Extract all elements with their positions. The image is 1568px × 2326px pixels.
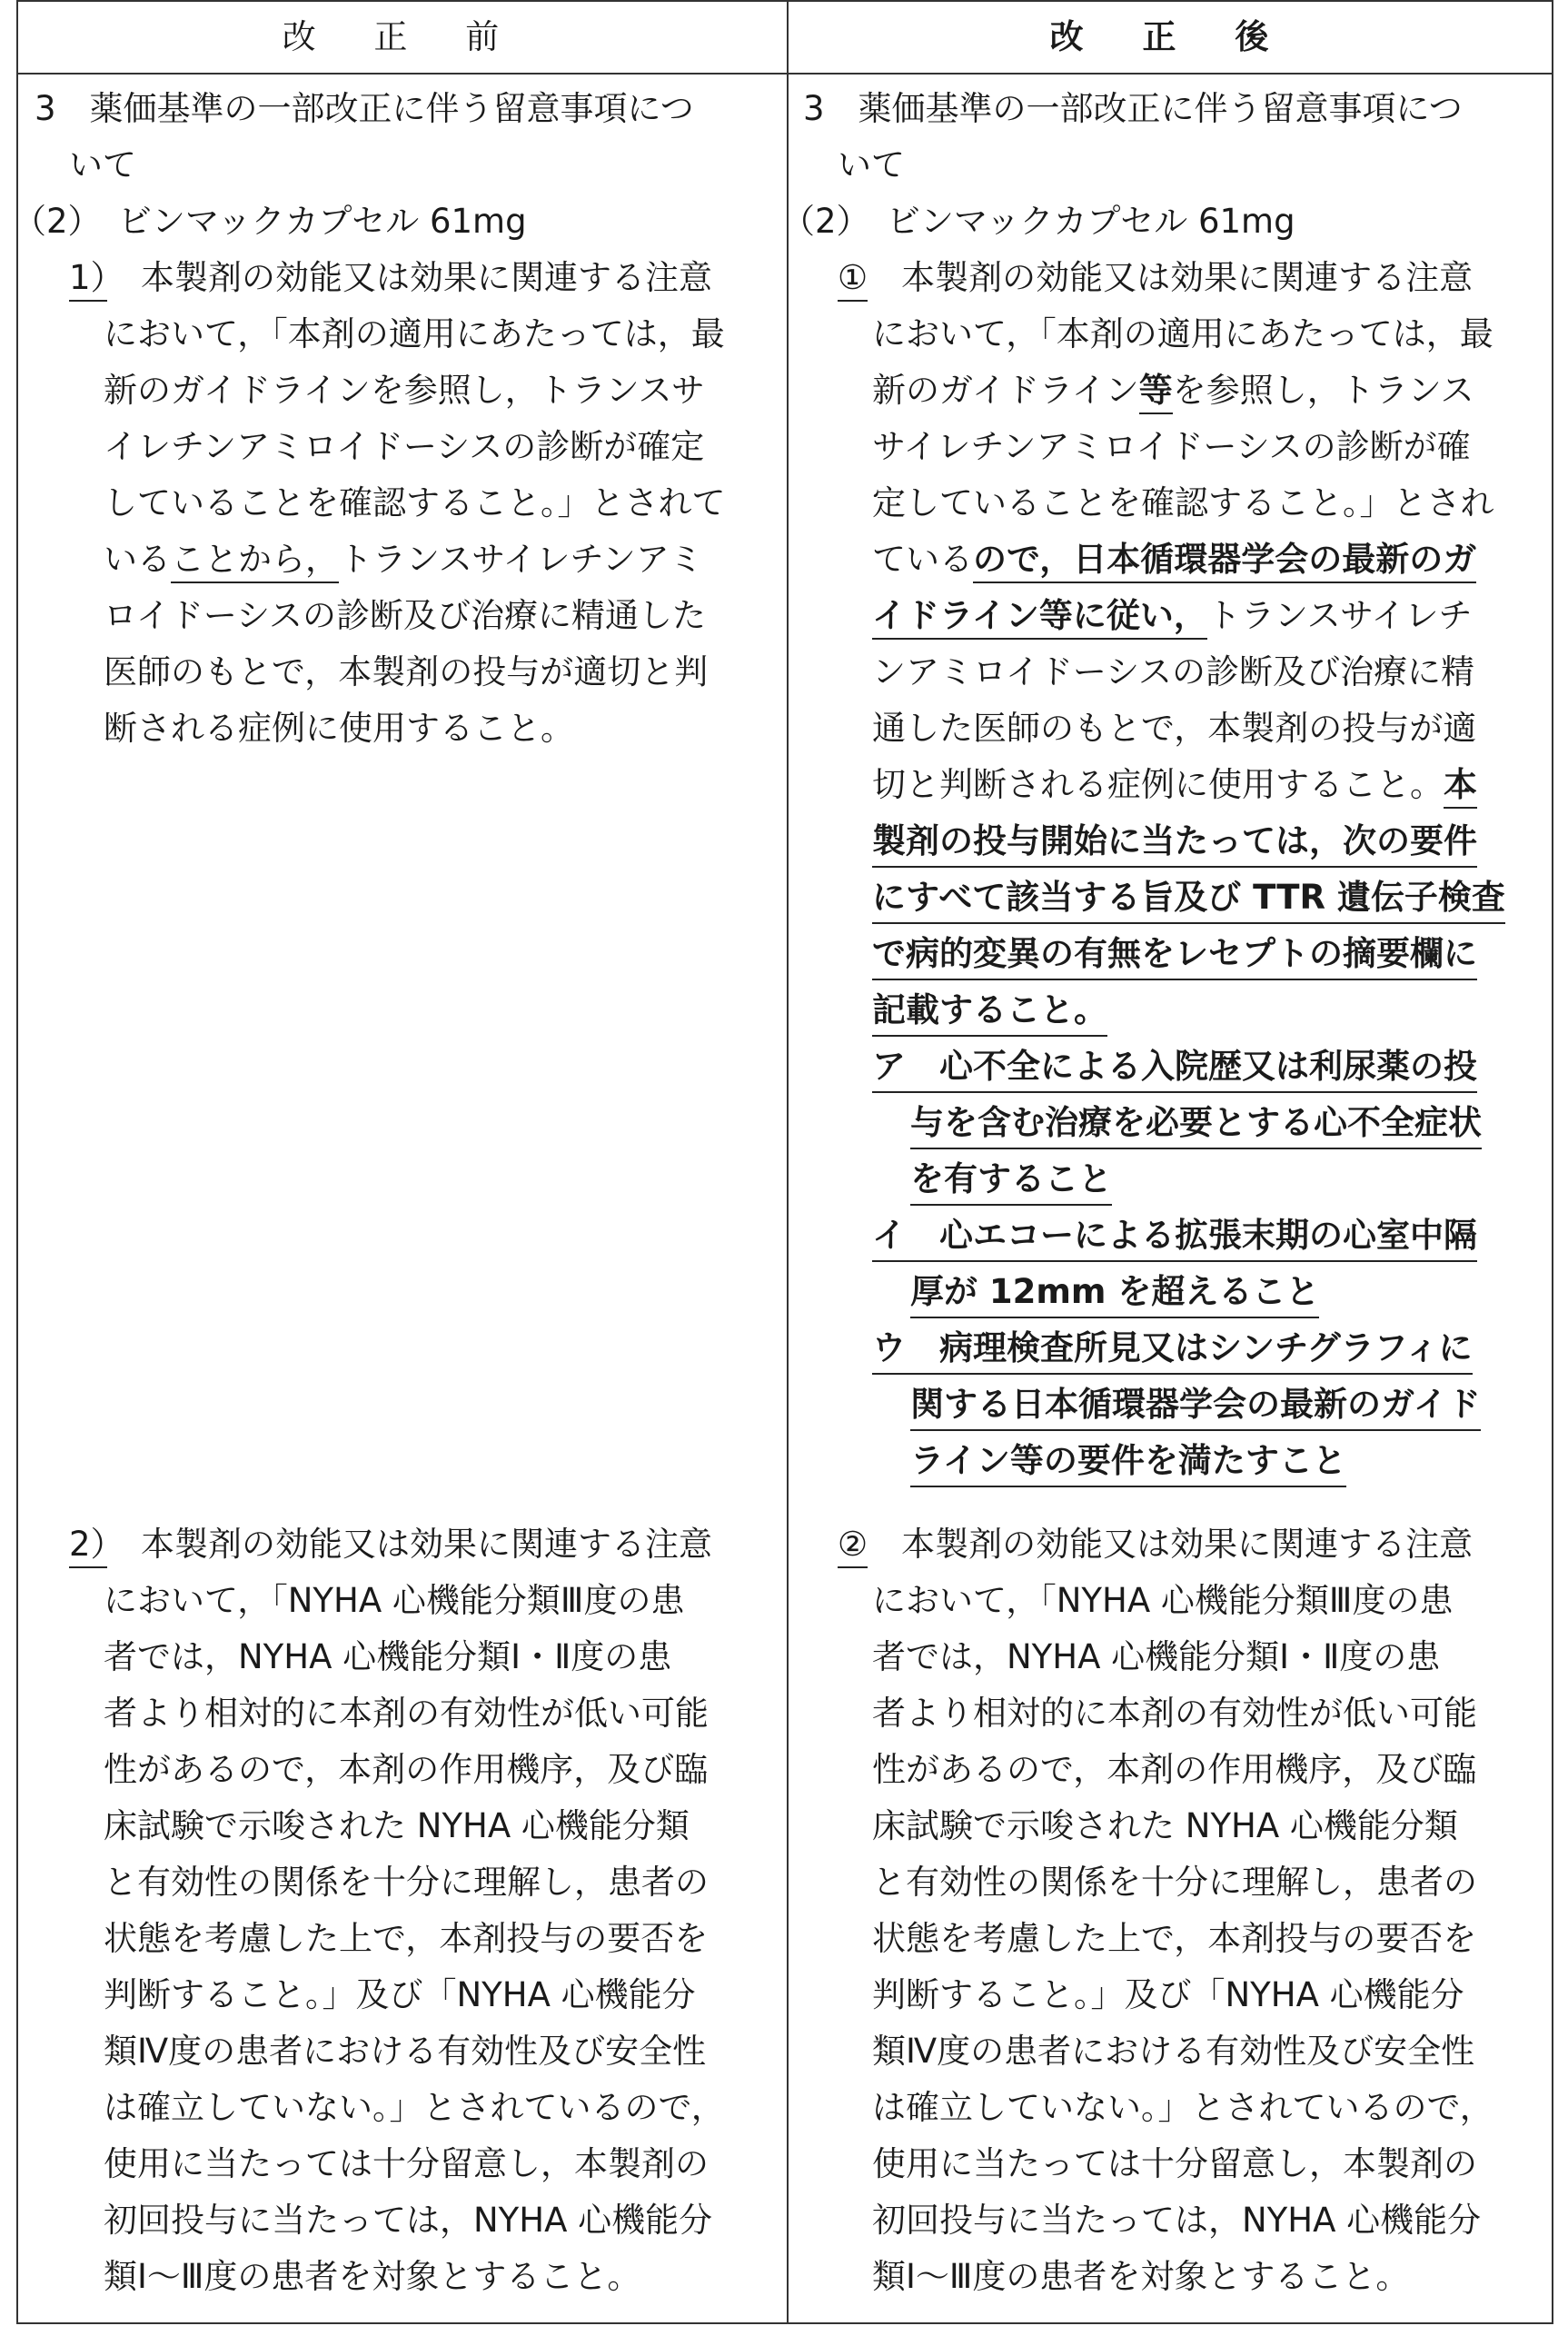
before-note-2-line: 状態を考慮した上で，本剤投与の要否を	[104, 1919, 709, 1958]
after-note-2-number: ②	[838, 1525, 868, 1568]
after-note-2-line: 判断すること。」及び「NYHA 心機能分	[872, 1975, 1464, 2014]
after-note-1-line: ンアミロイドーシスの診断及び治療に精	[872, 652, 1475, 691]
after-note-2-line: 使用に当たっては十分留意し，本製剤の	[872, 2144, 1477, 2183]
after-note-2-line: 初回投与に当たっては，NYHA 心機能分	[872, 2201, 1482, 2240]
after-added-line: 記載すること。	[872, 989, 1107, 1037]
column-divider	[787, 2, 789, 2322]
before-note-2-line: 床試験で示唆された NYHA 心機能分類	[104, 1806, 690, 1845]
before-note-2-line: 類Ⅳ度の患者における有効性及び安全性	[104, 2032, 707, 2071]
after-changed-phrase: 本	[1444, 765, 1477, 809]
after-requirement-i-cont: 厚が 12mm を超えること	[910, 1270, 1319, 1318]
before-note-1-line: 断される症例に使用すること。	[104, 709, 574, 748]
before-note-1-line: 新のガイドラインを参照し，トランスサ	[104, 371, 705, 410]
before-note-2-line: 判断すること。」及び「NYHA 心機能分	[104, 1975, 696, 2014]
after-section-title: 3 薬価基準の一部改正に伴う留意事項につ	[803, 89, 1463, 128]
after-note-1-line: において，「本剤の適用にあたっては，最	[872, 314, 1494, 353]
after-note-2-line: は確立していない。」とされているので，	[872, 2088, 1494, 2127]
after-added-line: で病的変異の有無をレセプトの摘要欄に	[872, 932, 1477, 980]
after-note-1-line: 通した医師のもとで，本製剤の投与が適	[872, 709, 1477, 748]
after-changed-phrase: ので，日本循環器学会の最新のガ	[973, 540, 1476, 583]
after-note-1-line: イドライン等に従い，トランスサイレチ	[872, 594, 1472, 638]
after-note-2-line: において，「NYHA 心機能分類Ⅲ度の患	[872, 1581, 1454, 1620]
after-note-2-line: と有効性の関係を十分に理解し，患者の	[872, 1863, 1477, 1902]
after-changed-phrase: 等	[1139, 371, 1173, 414]
before-note-2-line: 初回投与に当たっては，NYHA 心機能分	[104, 2201, 713, 2240]
before-note-1-line: ロイドーシスの診断及び治療に精通した	[104, 596, 707, 635]
before-section-title-cont: いて	[69, 145, 136, 184]
after-requirement-a-cont: 与を含む治療を必要とする心不全症状	[910, 1101, 1482, 1149]
after-note-2-line: 者では，NYHA 心機能分類Ⅰ・Ⅱ度の患	[872, 1637, 1441, 1676]
before-note-1-line: イレチンアミロイドーシスの診断が確定	[104, 427, 705, 466]
before-note-1: 1） 本製剤の効能又は効果に関連する注意	[69, 256, 712, 300]
after-note-1-line: サイレチンアミロイドーシスの診断が確	[872, 427, 1471, 466]
after-section-title-cont: いて	[838, 145, 905, 184]
before-note-1-number: 1）	[69, 258, 107, 302]
before-note-1-line: いることから，トランスサイレチンアミ	[104, 538, 703, 582]
after-note-1-number: ①	[838, 258, 868, 302]
header-divider	[18, 73, 1552, 75]
before-note-2-number: 2）	[69, 1525, 107, 1568]
header-after: 改 正 後	[1049, 17, 1293, 56]
before-note-2-line: と有効性の関係を十分に理解し，患者の	[104, 1863, 709, 1902]
after-changed-phrase: イドライン等に従い，	[872, 596, 1207, 640]
after-note-2-line: 類Ⅳ度の患者における有効性及び安全性	[872, 2032, 1475, 2071]
before-note-2-line: 類Ⅰ～Ⅲ度の患者を対象とすること。	[104, 2257, 641, 2296]
before-note-1-line: において，「本剤の適用にあたっては，最	[104, 314, 725, 353]
after-requirement-i: イ 心エコーによる拡張末期の心室中隔	[872, 1214, 1477, 1262]
after-added-line: にすべて該当する旨及び TTR 遺伝子検査	[872, 876, 1505, 924]
after-requirement-a-cont: を有すること	[910, 1158, 1112, 1206]
header-before: 改 正 前	[282, 17, 523, 56]
before-note-1-line: していることを確認すること。」とされて	[104, 483, 726, 522]
before-note-2-line: において，「NYHA 心機能分類Ⅲ度の患	[104, 1581, 685, 1620]
after-item-title: （2） ビンマックカプセル 61mg	[781, 202, 1295, 241]
before-note-1-line: 医師のもとで，本製剤の投与が適切と判	[104, 652, 709, 691]
after-note-2-line: 性があるので，本剤の作用機序，及び臨	[872, 1750, 1477, 1789]
after-note-1-line: ているので，日本循環器学会の最新のガ	[872, 538, 1476, 582]
after-requirement-u: ウ 病理検査所見又はシンチグラフィに	[872, 1327, 1473, 1375]
after-requirement-u-cont: ライン等の要件を満たすこと	[910, 1439, 1346, 1487]
after-note-1-line: 新のガイドライン等を参照し，トランス	[872, 369, 1474, 413]
after-note-2-line: 状態を考慮した上で，本剤投与の要否を	[872, 1919, 1477, 1958]
after-note-1-line: 切と判断される症例に使用すること。本	[872, 763, 1477, 807]
after-added-line: 製剤の投与開始に当たっては，次の要件	[872, 820, 1477, 868]
after-note-1: ① 本製剤の効能又は効果に関連する注意	[838, 256, 1473, 300]
after-note-2: ② 本製剤の効能又は効果に関連する注意	[838, 1523, 1473, 1566]
after-note-2-line: 類Ⅰ～Ⅲ度の患者を対象とすること。	[872, 2257, 1410, 2296]
before-changed-phrase: ことから，	[171, 540, 339, 583]
after-note-2-line: 者より相対的に本剤の有効性が低い可能	[872, 1694, 1477, 1733]
before-note-2-line: は確立していない。」とされているので，	[104, 2088, 725, 2127]
after-requirement-a: ア 心不全による入院歴又は利尿薬の投	[872, 1045, 1477, 1093]
before-note-2-line: 使用に当たっては十分留意し，本製剤の	[104, 2144, 709, 2183]
after-requirement-u-cont: 関する日本循環器学会の最新のガイド	[910, 1383, 1481, 1431]
after-note-1-line: 定していることを確認すること。」とされ	[872, 483, 1494, 522]
before-note-2-line: 者より相対的に本剤の有効性が低い可能	[104, 1694, 709, 1733]
before-note-2: 2） 本製剤の効能又は効果に関連する注意	[69, 1523, 712, 1566]
before-note-2-line: 者では，NYHA 心機能分類Ⅰ・Ⅱ度の患	[104, 1637, 672, 1676]
before-note-2-line: 性があるので，本剤の作用機序，及び臨	[104, 1750, 709, 1789]
before-item-title: （2） ビンマックカプセル 61mg	[13, 202, 527, 241]
after-note-2-line: 床試験で示唆された NYHA 心機能分類	[872, 1806, 1458, 1845]
before-section-title: 3 薬価基準の一部改正に伴う留意事項につ	[35, 89, 694, 128]
